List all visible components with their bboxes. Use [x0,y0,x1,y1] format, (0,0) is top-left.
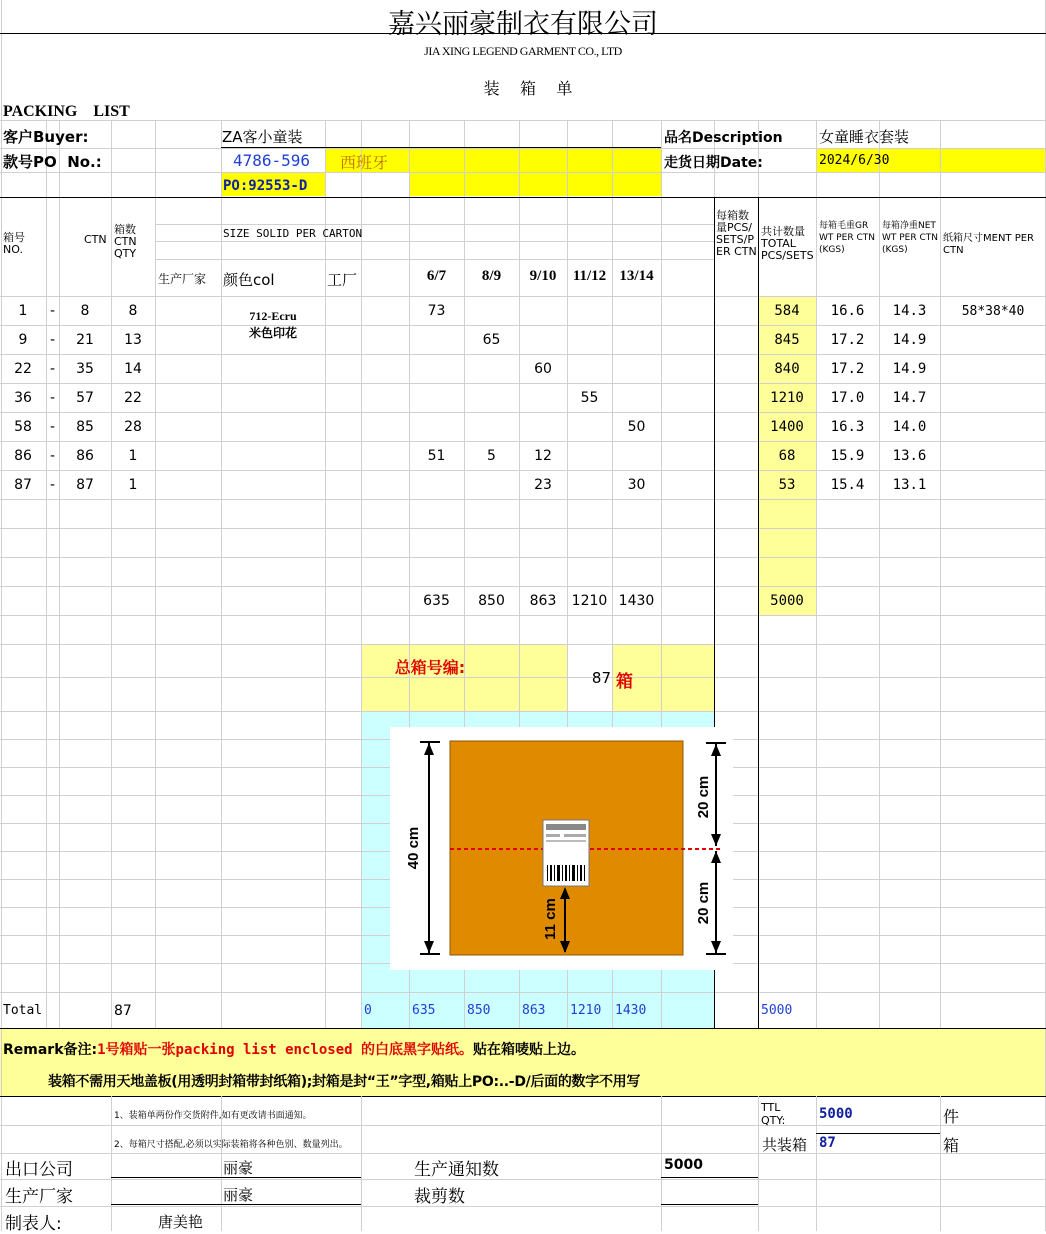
remark-prefix: Remark备注: [3,1042,98,1058]
grid-line [0,120,1046,121]
grid-line [661,1177,758,1178]
row-2-s2 [464,355,519,384]
company-name-cn: 嘉兴丽豪制衣有限公司 [388,9,658,39]
grid-line [0,1028,1046,1029]
row-5-nw: 13.6 [892,448,927,464]
note-1: 1、装箱单两份作交货附件,如有更改请书面通知。 [114,1111,312,1121]
header-carton-size: 纸箱尺寸MENT PER CTN [943,233,1035,256]
row-3-s5 [612,384,661,413]
size-header-3: 11/12 [572,268,607,284]
row-3-ctn: 22 [124,390,142,406]
grid-line [661,1096,662,1231]
row-2-from: 22 [14,361,32,377]
factory-label: 生产厂家 [5,1187,73,1207]
row-3-s2 [464,384,519,413]
row-6-total: 53 [778,477,796,493]
row-4-gw: 16.3 [830,419,865,435]
row-4-dim [940,413,1046,442]
header-ctn: CTN [84,233,107,246]
grid-line [0,677,1046,678]
production-notice-label: 生产通知数 [414,1160,499,1180]
destination-value: 西班牙 [340,153,389,172]
header-box-no: 箱号 NO. [3,231,25,256]
row-0-nw: 14.3 [892,303,927,319]
row-1-gw: 17.2 [830,332,865,348]
row-2-to: 35 [76,361,94,377]
row-6-s4 [567,471,612,500]
header-color: 颜色col [223,271,275,289]
remark-line-1 [3,1039,585,1059]
header-gross-wt: 每箱毛重GR WT PER CTN (KGS) [819,221,875,255]
bottom-label: 20 cm [695,881,712,925]
grid-line [46,120,47,1029]
row-6-s5: 30 [627,477,646,493]
grid-line [0,172,1046,173]
height-label: 40 cm [405,826,422,870]
grid-line [0,711,1046,712]
grid-line [0,528,1046,529]
row-3-s1 [409,384,464,413]
row-1-dim [940,326,1046,355]
row-3-from: 36 [14,390,32,406]
row-3-gw: 17.0 [830,390,865,406]
row-0-from: 1 [18,303,28,319]
document-title-cn: 装 箱 单 [483,79,573,98]
row-3-dim [940,384,1046,413]
row-3-dash: - [49,390,56,406]
box-summary-value: 87 [591,669,611,687]
row-6-dash: - [49,477,56,493]
row-6-s1 [409,471,464,500]
note-2: 2、每箱尺寸搭配,必须以实际装箱将各种色别、数量列出。 [114,1140,348,1150]
row-1-s5 [612,326,661,355]
row-6-nw: 13.1 [892,477,927,493]
subtotal-total: 5000 [770,593,804,609]
header-pcs-per-ctn: 每箱数量PCS/SETS/PER CTN [716,209,757,258]
row-0-s1: 73 [427,303,446,319]
top-label: 20 cm [695,775,712,819]
grid-line [155,241,714,242]
grid-line [0,1206,1046,1207]
row-6-gw: 15.4 [830,477,865,493]
row-6-to: 87 [76,477,94,493]
grid-line [661,1204,758,1205]
row-6-dim [940,471,1046,500]
ttl-qty-unit: 件 [943,1107,960,1126]
row-4-ctn: 28 [124,419,142,435]
export-company-value: 丽豪 [223,1159,254,1177]
grid-line [111,1096,112,1231]
row-4-from: 58 [14,419,32,435]
row-5-total: 68 [778,448,796,464]
subtotal-s5: 1430 [618,593,655,609]
row-2-dim [940,355,1046,384]
grid-line [59,120,60,1029]
row-5-s2: 5 [487,448,496,464]
row-1-s3 [519,326,567,355]
total-s5: 1430 [615,1003,647,1018]
grid-line [0,1125,1046,1126]
total-s4: 1210 [570,1003,602,1018]
grid-line [0,557,1046,558]
ctn-total-unit: 箱 [943,1136,960,1155]
style-no-value: 4786-596 [233,151,311,170]
carton-label-diagram [390,727,733,970]
ttl-qty-label: TTL QTY: [761,1101,786,1127]
grid-line [0,992,1046,993]
row-6-s2 [464,471,519,500]
date-label: 走货日期Date: [664,155,763,171]
remark-line-2: 装箱不需用天地盖板(用透明封箱带封纸箱);封箱是封“王”字型,箱贴上PO:..-D/后面的数字不用写 [48,1074,641,1090]
row-0-s4 [567,297,612,326]
row-1-ctn: 13 [124,332,142,348]
subtotal-s1: 635 [423,593,450,609]
header-size-solid: SIZE SOLID PER CARTON [223,227,363,240]
ctn-total-label: 共装箱 [762,1136,808,1154]
header-net-wt: 每箱净重NET WT PER CTN (KGS) [882,221,938,255]
factory-value: 丽豪 [223,1186,254,1204]
size-header-2: 9/10 [529,268,557,284]
row-4-nw: 14.0 [892,419,927,435]
size-header-4: 13/14 [619,268,654,284]
row-4-dash: - [49,419,56,435]
row-0-s5 [612,297,661,326]
document-title-en: PACKING LIST [3,103,130,120]
row-0-s3 [519,297,567,326]
grid-line [940,1096,941,1231]
row-6-ctn: 1 [128,477,138,493]
grid-line [0,1179,1046,1180]
row-4-total: 1400 [770,419,804,435]
total-s2: 850 [467,1003,491,1018]
header-workshop: 工厂 [327,271,358,289]
grid-line [816,1133,940,1134]
grid-line [0,148,1046,149]
export-company-label: 出口公司 [5,1160,73,1180]
row-5-dash: - [49,448,56,464]
row-4-to: 85 [76,419,94,435]
row-1-s2: 65 [482,332,501,348]
grid-line [0,1096,1046,1097]
size-header-1: 8/9 [481,268,502,284]
row-1-s4 [567,326,612,355]
company-name-en: JIA XING LEGEND GARMENT CO., LTD [424,44,622,58]
row-3-to: 57 [76,390,94,406]
grid-line [879,120,880,1029]
row-2-dash: - [49,361,56,377]
row-0-s2 [464,297,519,326]
label-height-text: 11 cm [542,898,559,940]
grid-line [221,120,222,1029]
total-zero: 0 [364,1003,372,1018]
color-code: 712-Ecru [249,309,297,323]
row-2-total: 840 [774,361,800,377]
row-2-ctn: 14 [124,361,142,377]
row-5-to: 86 [76,448,94,464]
grid-line [940,120,941,1029]
grid-line [758,1096,759,1231]
row-0-gw: 16.6 [830,303,865,319]
total-label: Total [3,1003,43,1018]
row-5-dim [940,442,1046,471]
subtotal-s4: 1210 [571,593,608,609]
row-0-dim: 58*38*40 [961,304,1025,319]
row-1-total: 845 [774,332,800,348]
grid-line [361,120,362,1029]
subtotal-s3: 863 [529,593,557,609]
cut-quantity-label: 裁剪数 [414,1187,465,1207]
box-summary-unit: 箱 [616,672,633,692]
row-3-total: 1210 [770,390,804,406]
row-6-s3: 23 [534,477,552,493]
row-5-gw: 15.9 [830,448,865,464]
ttl-qty-value: 5000 [819,1106,853,1122]
row-4-s2 [464,413,519,442]
row-5-s3: 12 [534,448,552,464]
row-5-ctn: 1 [128,448,138,464]
row-0-dash: - [49,303,56,319]
row-0-total: 584 [774,303,800,319]
buyer-value: ZA客小童装 [222,128,303,146]
row-1-dash: - [49,332,56,348]
size-header-0: 6/7 [426,268,447,284]
row-1-from: 9 [18,332,28,348]
row-4-s4 [567,413,612,442]
row-3-s4: 55 [580,390,599,406]
prepared-by-label: 制表人: [5,1214,62,1234]
row-5-from: 86 [14,448,32,464]
header-total-pcs: 共计数量TOTAL PCS/SETS [761,225,814,262]
total-pcs: 5000 [761,1003,793,1018]
ctn-total-value: 87 [819,1135,836,1151]
subtotal-s2: 850 [478,593,505,609]
row-0-ctn: 8 [128,303,138,319]
row-2-gw: 17.2 [830,361,865,377]
po-number: PO:92553-D [223,178,308,194]
row-5-s5 [612,442,661,471]
row-4-s3 [519,413,567,442]
remark-suffix: 贴在箱唛贴上边。 [473,1042,585,1058]
description-value: 女童睡衣套装 [819,128,910,146]
row-1-s1 [409,326,464,355]
remark-red-text: 1号箱贴一张packing list enclosed 的白底黑字贴纸。 [97,1042,473,1058]
grid-line [361,1096,362,1231]
header-factory: 生产厂家 [158,272,207,286]
row-0-to: 8 [80,303,90,319]
row-2-s4 [567,355,612,384]
grid-line [221,147,661,148]
prepared-by-value: 唐美艳 [158,1213,204,1231]
box-summary-label: 总箱号编: [394,658,466,677]
row-4-s1 [409,413,464,442]
carton-diagram-svg [390,727,733,970]
total-s1: 635 [412,1003,436,1018]
row-1-nw: 14.9 [892,332,927,348]
grid-line [0,1153,1046,1154]
grid-line [0,644,1046,645]
row-5-s4 [567,442,612,471]
row-2-nw: 14.9 [892,361,927,377]
grid-line [155,224,714,225]
color-name: 米色印花 [248,326,297,340]
grid-line [155,259,714,260]
row-6-from: 87 [14,477,32,493]
total-ctn: 87 [114,1003,132,1019]
grid-line [155,120,156,1029]
production-notice-value: 5000 [664,1157,703,1173]
row-2-s3: 60 [534,361,552,377]
grid-line [816,1096,817,1231]
row-3-s3 [519,384,567,413]
header-ctn-qty: 箱数 CTN QTY [114,223,137,260]
buyer-label: 客户Buyer: [3,128,89,146]
grid-line [0,197,1046,198]
total-s3: 863 [522,1003,546,1018]
row-1-to: 21 [76,332,94,348]
description-label: 品名Description [664,130,783,146]
ship-date-value: 2024/6/30 [819,153,890,168]
row-2-s1 [409,355,464,384]
grid-line [111,120,112,1029]
style-no-label: 款号PO No.: [3,153,102,171]
row-4-s5: 50 [627,419,646,435]
row-3-nw: 14.7 [892,390,927,406]
row-5-s1: 51 [427,448,446,464]
grid-line [325,120,326,1029]
row-2-s5 [612,355,661,384]
